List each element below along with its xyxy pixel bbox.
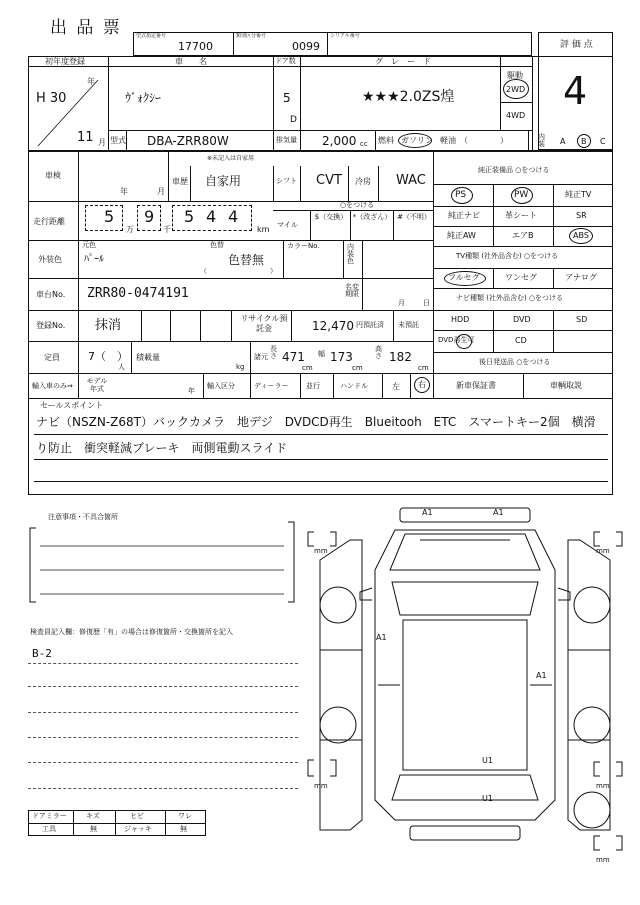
- first-reg-month: 11: [77, 130, 94, 145]
- navi-sd: SD: [576, 315, 588, 324]
- interior-label: 内装: [538, 133, 545, 148]
- shift-label: シフト: [276, 177, 297, 185]
- recycle-done: 円預託済: [356, 321, 384, 329]
- height-label: 高さ: [375, 345, 382, 360]
- sales-points-label: セールスポイント: [40, 401, 104, 410]
- mileage-d2: 9: [144, 207, 155, 226]
- mm-label-left-top: mm: [314, 547, 328, 555]
- mm-label-right-top: mm: [596, 547, 610, 555]
- length-cm: cm: [302, 364, 313, 372]
- mileage-d3: 5: [184, 207, 195, 226]
- recycle-label: リサイクル預託金: [240, 314, 288, 333]
- mm-label-right-mid: mm: [596, 782, 610, 790]
- caution-label: 注意事項・不具合箇所: [48, 513, 118, 521]
- car-damage-diagram: [300, 500, 630, 870]
- later-warranty: 新車保証書: [456, 381, 496, 390]
- fuel-label: 燃料: [378, 136, 394, 145]
- equip-leather: 革シート: [505, 211, 537, 220]
- width-label: 幅: [318, 350, 325, 358]
- color-paren: （ ）: [200, 267, 277, 275]
- mileage-unit-sen: 千: [163, 225, 171, 234]
- width-cm: cm: [352, 364, 363, 372]
- mark-a1-front-right: A1: [493, 508, 504, 517]
- doors-label: ドア数: [275, 57, 296, 65]
- legend-h-3: ワレ: [178, 812, 192, 820]
- name-change-day: 日: [423, 299, 430, 307]
- capacity-value: 7（ ）: [88, 350, 128, 363]
- registration-label: 登録No.: [36, 321, 66, 330]
- displacement: 2,000: [322, 134, 357, 148]
- legend-v-1: 無: [90, 825, 97, 833]
- equip-aw: 純正AW: [447, 231, 476, 240]
- history-note: ※未記入は自家用: [207, 155, 255, 162]
- import-parallel: 並行: [306, 382, 320, 390]
- navi-dvd: DVD: [513, 315, 531, 324]
- legend-v-3: 無: [180, 825, 187, 833]
- mileage-label: 走行距離: [33, 217, 65, 226]
- first-reg-month-unit: 月: [98, 138, 106, 147]
- interior-color-label: 内装色: [347, 243, 354, 265]
- equip-sr: SR: [576, 211, 587, 220]
- fuel-other: （ ）: [460, 136, 508, 145]
- history: 自家用: [205, 174, 242, 188]
- inspector-value: B-2: [32, 647, 52, 660]
- mileage-unit-man: 万: [126, 225, 134, 234]
- equip-tv: 純正TV: [565, 190, 592, 199]
- class-no: 0099: [292, 40, 320, 53]
- first-reg-year-unit: 年: [87, 77, 95, 86]
- model-no-label: 型式指定番号: [136, 33, 167, 39]
- interior-a: A: [560, 137, 566, 146]
- shift: CVT: [316, 173, 342, 188]
- import-dealer: ディーラー: [254, 382, 289, 390]
- mark-a1-left-door: A1: [376, 633, 387, 642]
- displacement-label: 排気量: [276, 136, 297, 144]
- name-change-month: 月: [398, 299, 405, 307]
- capacity-unit: 人: [118, 363, 125, 371]
- model-year-unit: 年: [188, 387, 195, 395]
- length: 471: [282, 350, 305, 364]
- capacity-label: 定員: [44, 353, 60, 362]
- chassis-value: ZRR80-0474191: [87, 286, 189, 301]
- navi-cd: CD: [515, 336, 527, 345]
- import-label: 輸入車のみ⇒: [32, 382, 73, 390]
- drive-4wd: 4WD: [506, 111, 526, 120]
- tv-fullseg: フルセグ: [448, 273, 480, 282]
- navi-dvdplay: DVD再生可: [438, 336, 475, 344]
- handle-left: 左: [392, 382, 400, 391]
- equipment-title: 純正装備品 ○をつける: [478, 166, 550, 174]
- inspection-year-unit: 年: [120, 187, 128, 196]
- equip-navi: 純正ナビ: [448, 211, 480, 220]
- name-change-label: 名変期限: [345, 283, 359, 298]
- mileage-d5: 4: [228, 207, 239, 226]
- equip-ps: PS: [455, 190, 467, 200]
- recycle-not: 未預託: [398, 321, 419, 329]
- equip-pw: PW: [514, 190, 529, 200]
- interior-c: C: [600, 137, 606, 146]
- car-name: ｳﾞｫｸｼｰ: [125, 91, 162, 105]
- type-label: 型式: [110, 136, 126, 145]
- history-label: 車歴: [172, 177, 188, 186]
- length-label: 長さ: [270, 345, 277, 360]
- color-change: 色替無: [228, 253, 265, 267]
- legend-v-2: ジャッキ: [124, 825, 152, 833]
- load-kg: kg: [236, 363, 245, 371]
- tv-oneseg: ワンセグ: [505, 273, 537, 282]
- mark-a1-right-door: A1: [536, 671, 547, 680]
- later-title: 後日発送品 ○をつける: [479, 358, 551, 366]
- mileage-dollar: $（交換）: [314, 213, 348, 221]
- equip-abs: ABS: [573, 231, 589, 240]
- ac-label: 冷房: [355, 177, 371, 186]
- first-reg-label: 初年度登録: [45, 57, 85, 66]
- mileage-mile: マイル: [277, 221, 298, 229]
- inspector-label: 検査員記入欄：修復歴「有」の場合は修復箇所・交換箇所を記入: [30, 628, 233, 636]
- legend-v-0: 工具: [42, 825, 56, 833]
- form-title: 出 品 票: [50, 18, 122, 38]
- width: 173: [330, 350, 353, 364]
- mark-u1-rear-bumper: U1: [482, 794, 493, 803]
- registration-value: 抹消: [95, 318, 122, 333]
- mm-label-left-bottom: mm: [314, 782, 328, 790]
- mark-u1-rear-window: U1: [482, 756, 493, 765]
- later-manual: 車輌取説: [550, 381, 582, 390]
- color-orig-label: 元色: [82, 241, 96, 249]
- legend-h-2: ヒビ: [130, 812, 144, 820]
- door-type: D: [290, 115, 297, 125]
- doors: 5: [283, 91, 291, 105]
- fuel-gas: ガソリン: [401, 136, 433, 145]
- mileage-d4: 4: [206, 207, 217, 226]
- mileage-d1: 5: [104, 207, 115, 226]
- mileage-km: km: [257, 225, 270, 234]
- color-change-label: 色替: [210, 241, 224, 249]
- dims-label: 諸元: [254, 353, 268, 361]
- serial-label: シリアル番号: [330, 33, 360, 39]
- navi-title: ナビ種類 (社外品含む) ○をつける: [456, 294, 564, 302]
- tv-analog: アナログ: [565, 273, 597, 282]
- color-no-label: カラーNo.: [287, 242, 320, 250]
- legend-h-1: キズ: [86, 812, 100, 820]
- mileage-star: *（改ざん）: [352, 213, 392, 221]
- caution-frame: [28, 514, 298, 606]
- equip-airbag: エアB: [512, 231, 534, 240]
- sales-points-line1: ナビ（NSZN-Z68T）バックカメラ 地デジ DVDCD再生 Blueitooh ETC スマートキー2個 横滑: [36, 415, 596, 429]
- mark-a1-front-left: A1: [422, 508, 433, 517]
- score-value: 4: [563, 69, 588, 113]
- grade-label: グ レ ー ド: [375, 57, 431, 66]
- drive-label: 駆動: [507, 71, 523, 80]
- height-cm: cm: [418, 364, 429, 372]
- drive-2wd: 2WD: [506, 85, 526, 94]
- handle-label: ハンドル: [340, 382, 368, 390]
- grade: ★★★2.0ZS煌: [362, 89, 455, 105]
- score-label: 評 価 点: [560, 40, 593, 50]
- inspection-label: 車検: [45, 171, 61, 180]
- color-orig: ﾊﾟｰﾙ: [84, 254, 104, 265]
- sales-points-line2: り防止 衝突軽減ブレーキ 両側電動スライド: [36, 441, 288, 455]
- handle-right: 右: [418, 380, 426, 389]
- first-reg-era: H 30: [36, 91, 67, 106]
- mileage-circle-note: ○をつける: [340, 201, 375, 209]
- load-label: 積載量: [136, 353, 160, 362]
- ac: WAC: [396, 173, 426, 188]
- mm-label-right-bottom: mm: [596, 856, 610, 864]
- tv-title: TV種類 (社外品含む) ○をつける: [456, 252, 559, 260]
- first-reg-diagonal: [28, 66, 108, 150]
- height: 182: [389, 350, 412, 364]
- import-class-label: 輸入区分: [207, 382, 235, 390]
- class-no-label: 類別区分番号: [236, 33, 267, 39]
- navi-hdd: HDD: [451, 315, 470, 324]
- inspection-month-unit: 月: [157, 187, 165, 196]
- chassis-label: 車台No.: [36, 290, 66, 299]
- interior-b: B: [581, 137, 587, 146]
- mileage-hash: #（不明）: [397, 213, 431, 221]
- type-value: DBA-ZRR80W: [147, 134, 229, 148]
- model-year-label: モデル年式: [86, 377, 108, 394]
- color-label: 外装色: [38, 255, 62, 264]
- recycle-value: 12,470: [312, 319, 354, 333]
- legend-h-0: ドアミラー: [32, 812, 67, 820]
- car-name-label: 車 名: [175, 57, 207, 66]
- model-no: 17700: [178, 40, 213, 53]
- fuel-diesel: 軽油: [440, 136, 456, 145]
- cc-unit: cc: [360, 140, 368, 148]
